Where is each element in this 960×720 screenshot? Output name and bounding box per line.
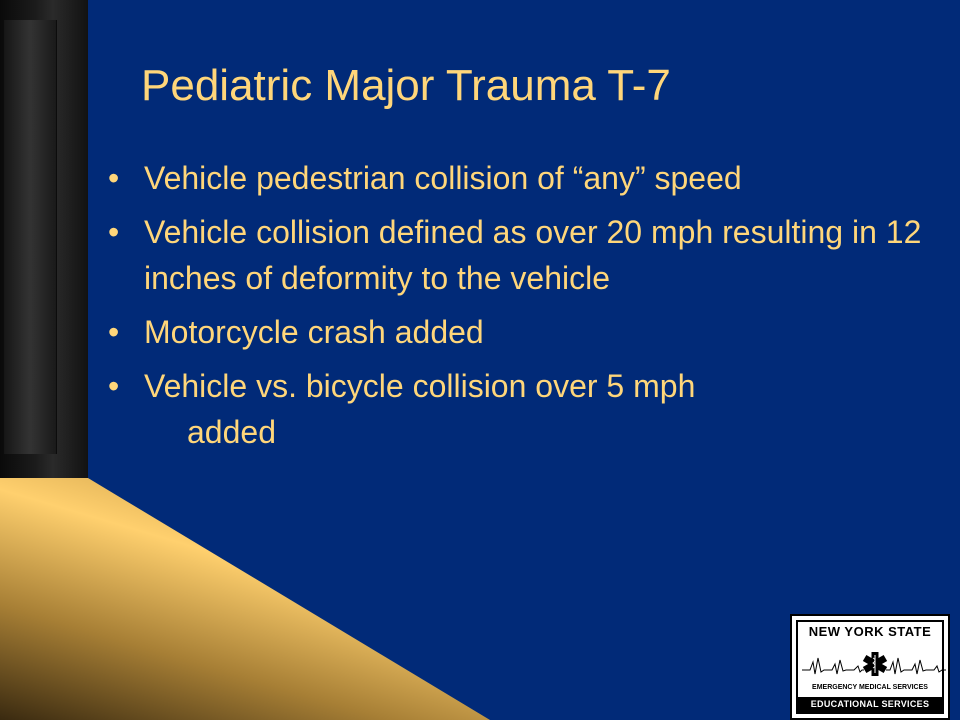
logo-middle-text: EMERGENCY MEDICAL SERVICES <box>812 684 928 691</box>
bullet-marker: • <box>108 214 120 250</box>
bullet-item <box>108 155 958 201</box>
bullet-item <box>108 209 958 301</box>
logo-frame <box>796 620 944 714</box>
slide-title: Pediatric Major Trauma T-7 <box>141 61 671 110</box>
bullet-continuation: added <box>187 414 276 450</box>
bullet-item <box>108 363 958 455</box>
logo-bottom-text: EDUCATIONAL SERVICES <box>798 697 942 712</box>
bullet-marker: • <box>108 160 120 196</box>
bullet-text: Vehicle collision defined as over 20 mph resulting in 12 inches of deformity to the vehicle <box>144 214 922 296</box>
logo-top-text: NEW YORK STATE <box>808 624 932 639</box>
bullet-text: Vehicle vs. bicycle collision over 5 mph <box>144 368 696 404</box>
bullet-marker: • <box>108 314 120 350</box>
nys-ems-logo <box>790 614 950 720</box>
bullet-item <box>108 309 958 355</box>
bullet-list <box>108 155 958 463</box>
left-dark-bar <box>0 0 88 478</box>
bullet-text: Vehicle pedestrian collision of “any” speed <box>144 160 742 196</box>
bullet-marker: • <box>108 368 120 404</box>
left-bar-panel <box>4 20 57 454</box>
ekg-star-of-life-icon <box>802 644 946 684</box>
bullet-text: Motorcycle crash added <box>144 314 484 350</box>
